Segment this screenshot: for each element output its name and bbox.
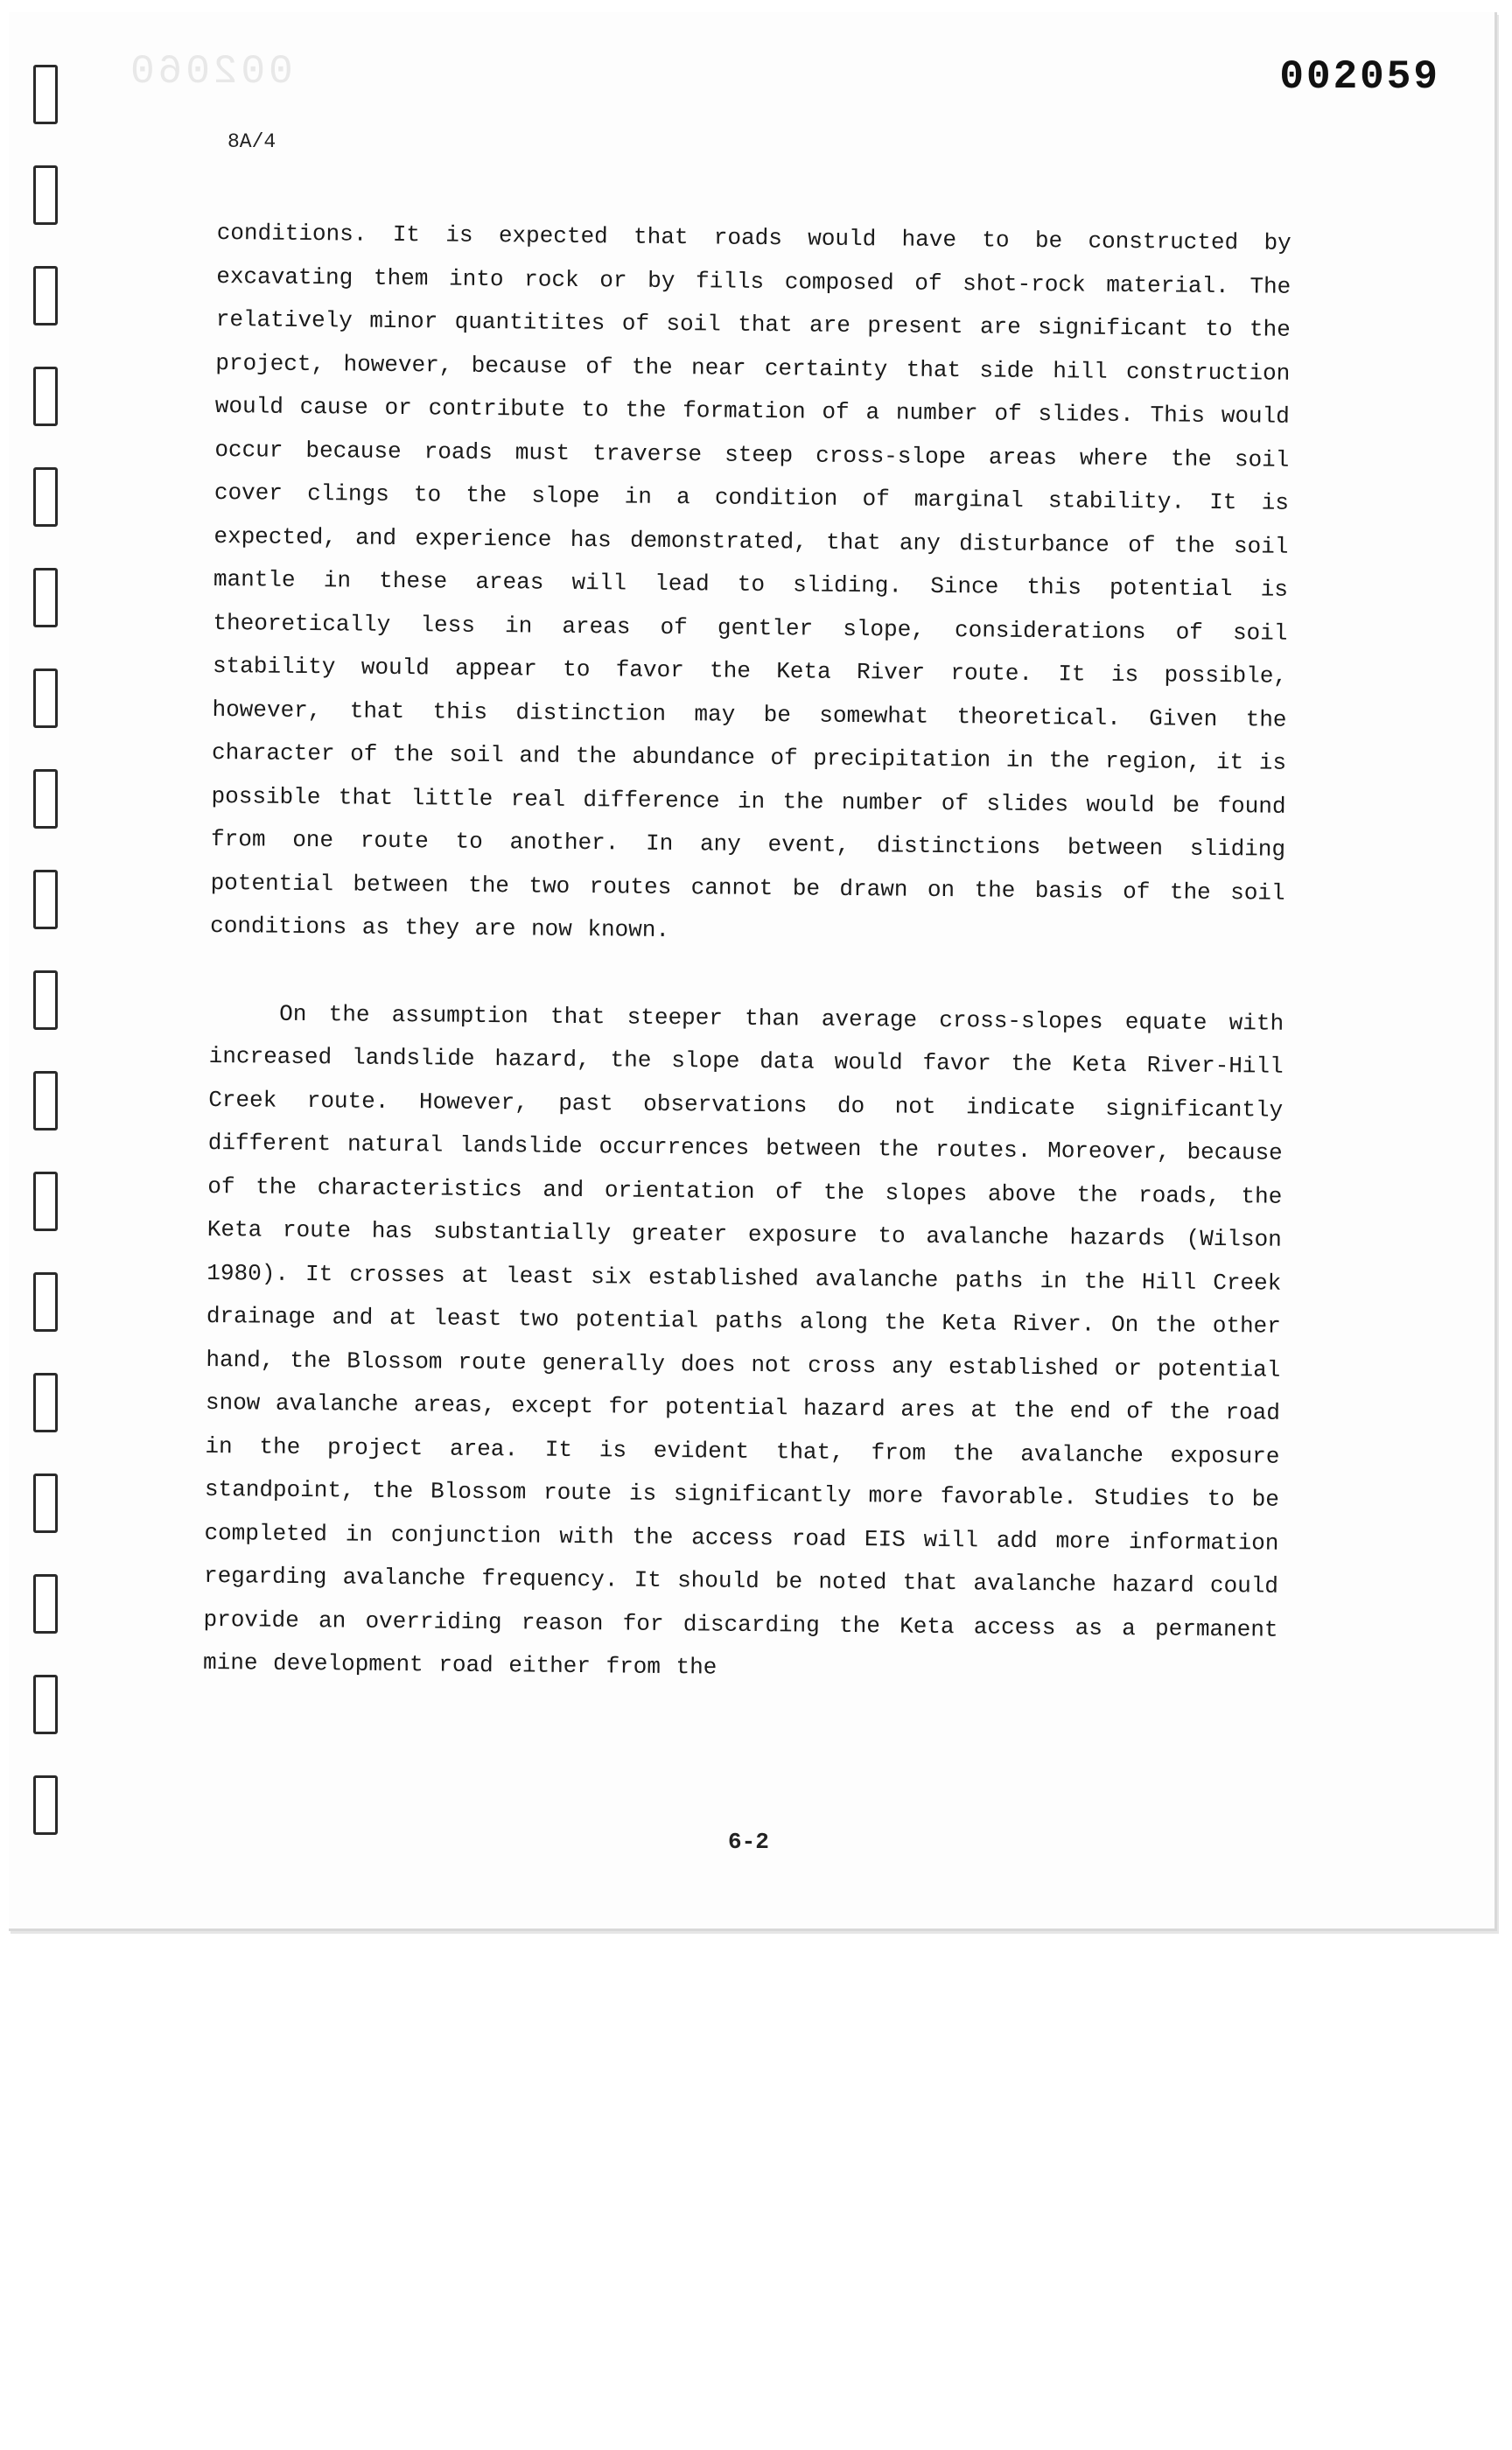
binder-hole-icon [33,568,58,627]
reference-code: 8A/4 [228,130,276,153]
binder-hole-icon [33,1373,58,1432]
document-number: 002059 [1279,54,1440,100]
binder-hole-icon [33,467,58,527]
binder-hole-icon [33,1775,58,1835]
binder-hole-icon [33,1172,58,1231]
binder-hole-icon [33,1675,58,1734]
document-page [9,12,1497,1931]
binder-holes [33,65,68,1885]
binder-hole-icon [33,668,58,728]
binder-hole-icon [33,1272,58,1332]
binder-hole-icon [33,970,58,1030]
binder-hole-icon [33,367,58,426]
body-text [203,212,1292,1695]
binder-hole-icon [33,266,58,326]
binder-hole-icon [33,870,58,929]
page-number: 6-2 [728,1829,769,1855]
binder-hole-icon [33,769,58,829]
paragraph: conditions. It is expected that roads would have to be constructed by excavating them into rock or by fills composed of shot-rock material. The relatively minor quantitites of soil that are present are significant to the project, however, because of the near certainty that side hill construction would cause or contribute to the formation of a number of slides. This would occur because roads must traverse steep cross-slope areas where the soil cover clings to the slope in a condition of marginal stability. It is expected, and experience has demonstrated, that any disturbance of the soil mantle in these areas will lead to sliding. Since this potential is theoretically less in areas of gentler slope, considerations of soil stability would appear to favor the Keta River route. It is possible, however, that this distinction may be somewhat theoretical. Given the character of the soil and the abundance of precipitation in the region, it is possible that little real difference in the number of slides would be found from one route to another. In any event, distinctions between sliding potential between the two routes cannot be drawn on the basis of the soil conditions as they are now known. [210,219,1292,944]
binder-hole-icon [33,1474,58,1533]
binder-hole-icon [33,1071,58,1130]
binder-hole-icon [33,165,58,225]
binder-hole-icon [33,1574,58,1634]
binder-hole-icon [33,65,58,124]
bleed-through-number: 002060 [127,49,293,94]
paragraph: On the assumption that steeper than average cross-slopes equate with increased landslide hazard, the slope data would favor the Keta River-Hill Creek route. However, past observations do not indicate significantly different natural landslide occurrences between the routes. Moreover, because of the characteristics and orientation of the slopes above the roads, the Keta route has substantially greater exposure to avalanche hazards (Wilson 1980). It crosses at least six established avalanche paths in the Hill Creek drainage and at least two potential paths along the Keta River. On the other hand, the Blossom route generally does not cross any established or potential snow avalanche areas, except for potential hazard ares at the end of the road in the project area. It is evident that, from the avalanche exposure standpoint, the Blossom route is significantly more favorable. Studies to be completed in conjunction with the access road EIS will add more information regarding avalanche frequency. It should be noted that avalanche hazard could provide an overriding reason for discarding the Keta access as a permanent mine development road either from the [202,1000,1284,1681]
